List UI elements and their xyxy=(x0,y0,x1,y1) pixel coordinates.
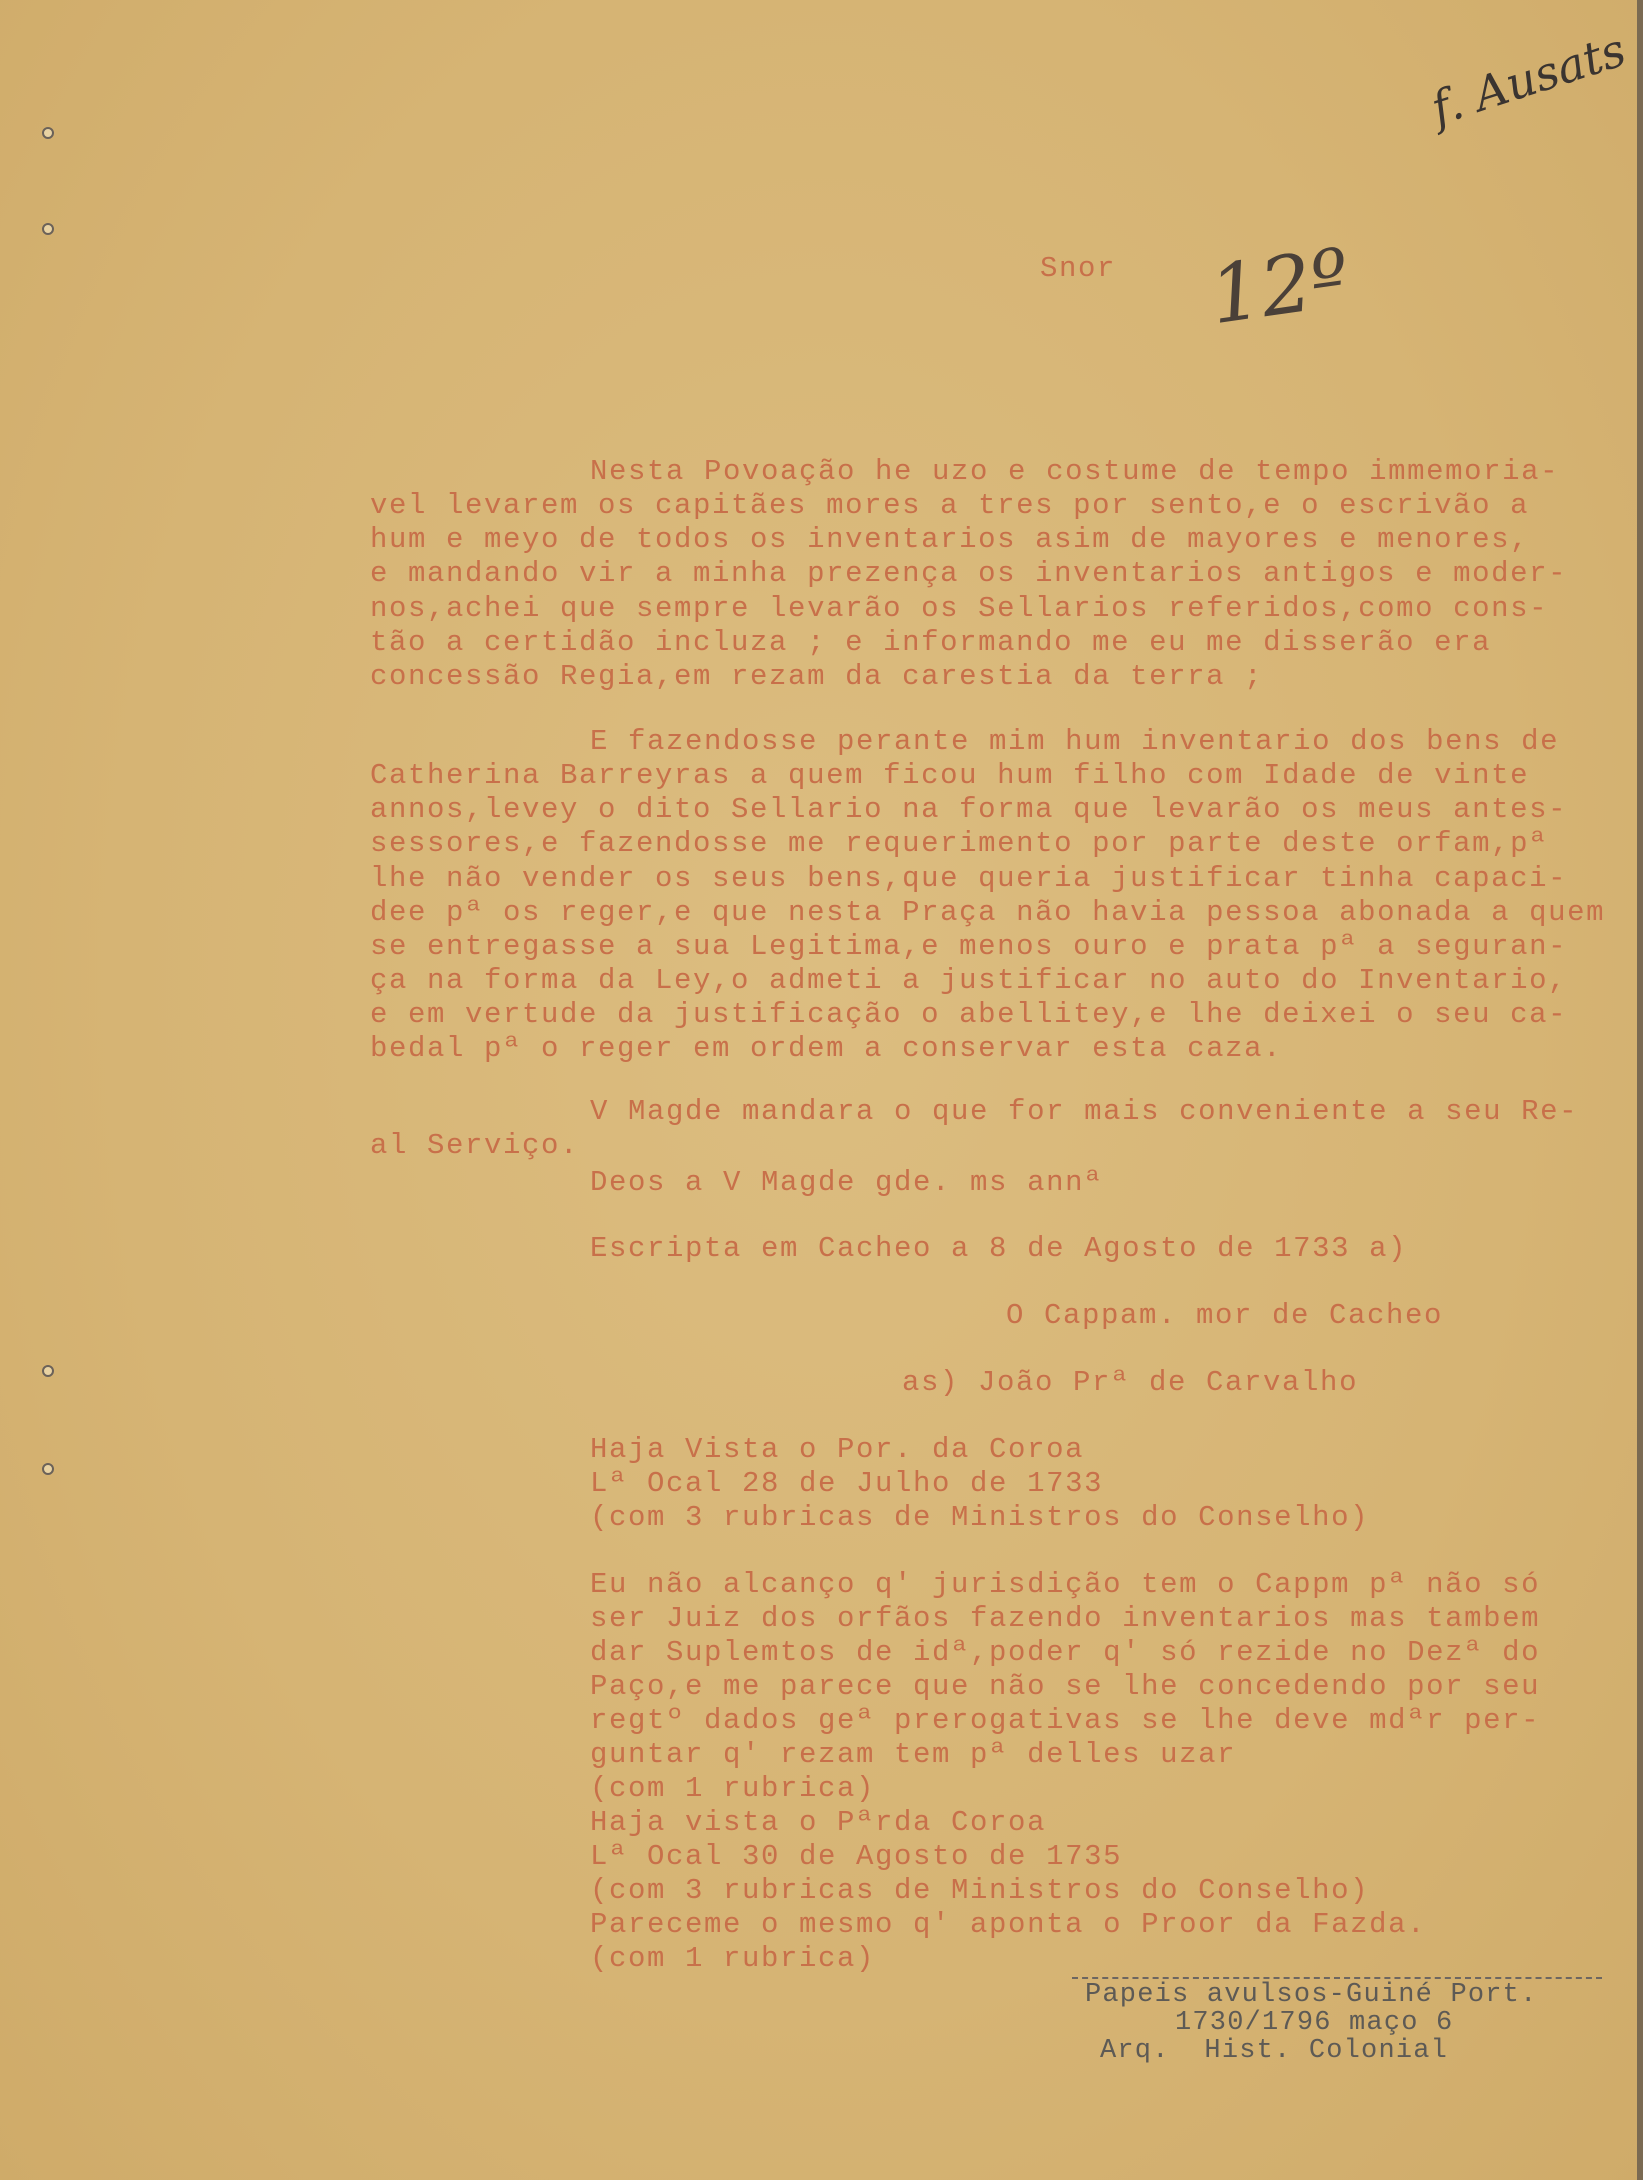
body-line: dee pª os reger,e que nesta Praça não havia pessoa abonada a quem xyxy=(370,896,1606,929)
body-line: se entregasse a sua Legitima,e menos ouro e prata pª a seguran- xyxy=(370,930,1568,963)
body-line: al Serviço. xyxy=(370,1129,580,1162)
body-line: annos,levey o dito Sellario na forma que levarão os meus antes- xyxy=(370,793,1568,826)
body-line: e em vertude da justificação o abellitey,e lhe deixei o seu ca- xyxy=(370,998,1568,1031)
handwritten-signature-corner: f. Ausats xyxy=(1424,22,1633,136)
signature-name: as) João Prª de Carvalho xyxy=(902,1366,1359,1399)
archive-stamp-rule xyxy=(1072,1977,1602,1979)
annotation-line: (com 1 rubrica) xyxy=(590,1772,876,1805)
date-line: Escripta em Cacheo a 8 de Agosto de 1733 a) xyxy=(590,1232,1408,1265)
archive-stamp-line: 1730/1796 maço 6 xyxy=(1175,2008,1454,2038)
body-line: Nesta Povoação he uzo e costume de tempo immemoria- xyxy=(590,455,1560,488)
signature-title: O Cappam. mor de Cacheo xyxy=(1006,1299,1444,1332)
body-line: ça na forma da Ley,o admeti a justificar no auto do Inventario, xyxy=(370,964,1568,997)
body-line: bedal pª o reger em ordem a conservar esta caza. xyxy=(370,1032,1283,1065)
annotation-line: regtº dados geª prerogativas se lhe deve mdªr per- xyxy=(590,1704,1541,1737)
annotation-line: Eu não alcanço q' jurisdição tem o Cappm pª não só xyxy=(590,1568,1541,1601)
body-line: V Magde mandara o que for mais conveniente a seu Re- xyxy=(590,1095,1579,1128)
annotation-line: Paço,e me parece que não se lhe concedendo por seu xyxy=(590,1670,1541,1703)
archive-stamp-line: Papeis avulsos-Guiné Port. xyxy=(1085,1980,1538,2010)
punch-hole xyxy=(42,1365,54,1377)
annotation-line: (com 3 rubricas de Ministros do Conselho) xyxy=(590,1501,1370,1534)
annotation-line: (com 1 rubrica) xyxy=(590,1942,876,1975)
annotation-line: Haja Vista o Por. da Coroa xyxy=(590,1433,1085,1466)
annotation-line: guntar q' rezam tem pª delles uzar xyxy=(590,1738,1237,1771)
annotation-line: (com 3 rubricas de Ministros do Conselho) xyxy=(590,1874,1370,1907)
punch-hole xyxy=(42,127,54,139)
closing-line: Deos a V Magde gde. ms annª xyxy=(590,1166,1104,1199)
body-line: vel levarem os capitães mores a tres por sento,e o escrivão a xyxy=(370,489,1530,522)
body-line: tão a certidão incluza ; e informando me eu me disserão era xyxy=(370,626,1492,659)
body-line: E fazendosse perante mim hum inventario dos bens de xyxy=(590,725,1560,758)
body-line: hum e meyo de todos os inventarios asim de mayores e menores, xyxy=(370,523,1530,556)
body-line: e mandando vir a minha prezença os inventarios antigos e moder- xyxy=(370,557,1568,590)
body-line: lhe não vender os seus bens,que queria justificar tinha capaci- xyxy=(370,862,1568,895)
annotation-line: dar Suplemtos de idª,poder q' só rezide no Dezª do xyxy=(590,1636,1541,1669)
punch-hole xyxy=(42,1463,54,1475)
annotation-line: Pareceme o mesmo q' aponta o Proor da Fazda. xyxy=(590,1908,1427,1941)
body-line: Catherina Barreyras a quem ficou hum filho com Idade de vinte xyxy=(370,759,1530,792)
handwritten-page-number: 12º xyxy=(1204,230,1356,343)
salutation: Snor xyxy=(1040,252,1117,285)
body-line: nos,achei que sempre levarão os Sellarios referidos,como cons- xyxy=(370,592,1549,625)
body-line: concessão Regia,em rezam da carestia da terra ; xyxy=(370,660,1264,693)
body-line: sessores,e fazendosse me requerimento por parte deste orfam,pª xyxy=(370,827,1549,860)
annotation-line: Lª Ocal 28 de Julho de 1733 xyxy=(590,1467,1104,1500)
punch-hole xyxy=(42,223,54,235)
paper-edge xyxy=(1637,0,1643,2180)
annotation-line: Lª Ocal 30 de Agosto de 1735 xyxy=(590,1840,1123,1873)
annotation-line: Haja vista o Pªrda Coroa xyxy=(590,1806,1047,1839)
archive-stamp-line: Arq. Hist. Colonial xyxy=(1100,2036,1449,2066)
annotation-line: ser Juiz dos orfãos fazendo inventarios mas tambem xyxy=(590,1602,1541,1635)
